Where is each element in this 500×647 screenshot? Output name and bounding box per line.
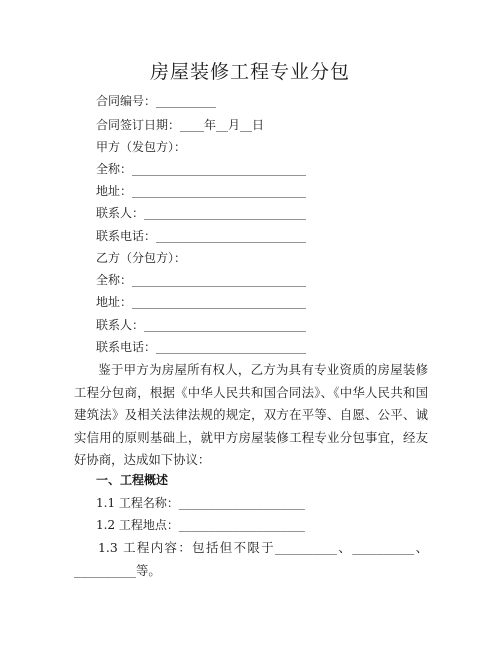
item-1-3 [74, 537, 428, 582]
item-1-2: 1.2 工程地点：_____________________ [96, 518, 305, 532]
party-a-address-line: 地址：_____________________________ [96, 184, 307, 198]
intro-paragraph [74, 359, 428, 472]
party-b-contact-line: 联系人：___________________________ [96, 318, 307, 332]
intro-paragraph-text: 鉴于甲方为房屋所有权人，乙方为具有专业资质的房屋装修工程分包商，根据《中华人民共和国合同法》、《中华人民共和国建筑法》及相关法律法规的规定，双方在平等、自愿、公平、诚实信用的原则基础上，就甲方房屋装修工程专业分包事宜，经友好协商，达成如下协议： [74, 362, 428, 467]
party-b-heading: 乙方（分包方）： [96, 251, 187, 265]
item-1-3-text: 1.3 工程内容：包括但不限于__________、__________、__________等。 [74, 540, 428, 578]
document-title: 房屋装修工程专业分包 [149, 61, 350, 83]
party-b-name-line: 全称：_____________________________ [96, 273, 307, 287]
party-b-phone-line: 联系电话：_________________________ [96, 340, 307, 354]
party-b-address-line: 地址：_____________________________ [96, 295, 307, 309]
party-a-phone-line: 联系电话：_________________________ [96, 229, 307, 243]
party-a-heading: 甲方（发包方）： [96, 140, 187, 154]
section-1-heading: 一、工程概述 [96, 473, 169, 487]
contract-number-line: 合同编号：__________ [96, 94, 217, 108]
contract-date-line: 合同签订日期：____年__月__日 [96, 118, 265, 132]
party-a-contact-line: 联系人：___________________________ [96, 206, 307, 220]
item-1-1: 1.1 工程名称：_____________________ [96, 496, 305, 510]
party-a-name-line: 全称：_____________________________ [96, 162, 307, 176]
